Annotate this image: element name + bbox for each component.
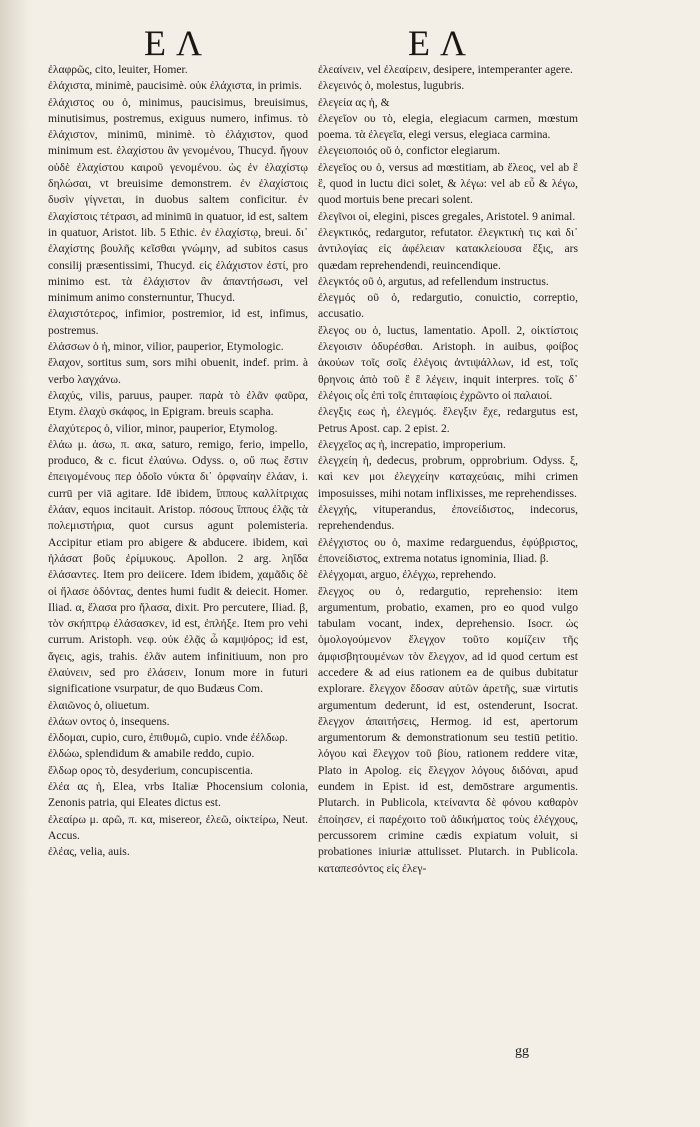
entry: ἐλεγῖνοι οἱ, elegini, pisces gregales, Aristotel. 9 animal. xyxy=(318,209,576,223)
entry: ἐλεγεινός ὁ, molestus, lugubris. xyxy=(318,79,465,93)
entry: ἐλεγκτός οῦ ὁ, argutus, ad refellendum instructus. xyxy=(318,274,549,288)
entry: ἐλεγξις εως ἡ, ἐλεγμός. ἔλεγξιν ἔχε, redargutus est, Petrus Apost. cap. 2 epist. 2. xyxy=(318,405,578,435)
signature-mark: gg xyxy=(515,1044,529,1059)
entry: ἐλάσσων ὁ ἡ, minor, vilior, pauperior, Etymologic. xyxy=(48,340,284,354)
entry: ἐλδομαι, cupio, curo, ἐπιθυμῶ, cupio. vnde ἐέλδωρ. xyxy=(48,731,288,745)
entry: ἐλαχύς, vilis, paruus, pauper. παρὰ τὸ ἐλᾶν φαῦρα, Etym. ἐλαχὺ σκάφος, in Epigram. breuis scapha. xyxy=(48,388,308,419)
entry: ἐλαχιστότερος, infimior, postremior, id est, infimus, postremus. xyxy=(48,307,308,337)
entry: ἔλδωρ ορος τὸ, desyderium, concupiscentia. xyxy=(48,763,254,777)
running-head-right: ΕΛ xyxy=(408,23,477,63)
entry: ἐλέας, velia, auis. xyxy=(48,845,130,859)
page-gutter-shadow xyxy=(0,0,30,1127)
entry: ἐλέγχιστος ου ὁ, maxime redarguendus, ἐφύβριστος, ἐπονείδιστος, extrema notatus ignominia, Iliad. β. xyxy=(318,535,578,565)
entry: ἐλεγχείη ἡ, dedecus, probrum, opprobrium. Odyss. ξ, καὶ κεν μοι ἐλεγχείην καταχεύαις, mihi crimen imposuisses, mihi notam inflixisses, me reprehendisses. xyxy=(318,454,578,500)
entry: ἐλεαίνειν, vel ἐλεαίρειν, desipere, intemperanter agere. xyxy=(318,63,573,76)
entry: ἐλεγκτικός, redargutor, refutator. ἐλεγκτικὴ τις καὶ δι᾽ ἀντιλογίας εἰς ἀφέλειαν κατακλείουσα ἕξις, ars quædam reprehendendi, reuincendique. xyxy=(318,225,578,272)
entry: ἐλέγχομαι, arguo, ἐλέγχω, reprehendo. xyxy=(318,568,497,582)
entry: ἐλάων οντος ὁ, insequens. xyxy=(48,714,170,728)
entry: ἐλεγμός οῦ ὁ, redargutio, conuictio, correptio, accusatio. xyxy=(318,291,578,321)
entry: ἐλάω μ. ἀσω, π. ακα, saturo, remigo, ferio, impello, produco, & c. ficut ἐλαύνω. Odyss. ο, οὔ πως ἔστιν ἐπειγομένους περ ὁδοῖο νύκτα δι᾽ ὀρφναίην ἐλάαν, i. currū per viā agitare. Idē ibidem, ἵππους καλλίτριχας ἐλάαν, equos incitauit. Aristop. πόσους ἵππους ἐλᾷς τὰ πολεμιστήρια, quot cursus agunt polemisteria. Accipitur etiam pro abigere & abducere. ibidem, καὶ ἠλάσατ βοῦς ἐρίμυκους. Apollon. 2 arg. ληΐδα ἐλάσαντες. Item pro deiicere. Idem ibidem, χαμᾶδις δὲ οἱ ἤλασε ὀδόντας, dentes humi fudit & deiecit. Homer. Iliad. α, ἔλασα pro ἤλασα, dixit. Pro percutere, Iliad. β, τὸν σκήπτρῳ ἐλάσασκεν, id est, ἐπλήξε. Item pro vehi currum. Aristoph. νεφ. οὐκ ἐλᾷς ὦ καμψόρος; id est, ἄγεις, agis, trahis. ἐλᾶν autem infinitiuum, non pro ἐλαύνειν, sed pro ἐλάσειν, Ionum more in futuri significatione vsurpatur, de quo Budæus Com. xyxy=(48,437,308,696)
left-column xyxy=(48,62,308,861)
entry: ἔλαχον, sortitus sum, sors mihi obuenit, indef. prim. à verbo λαγχάνω. xyxy=(48,356,308,386)
entry: ἐλέα ας ἡ, Elea, vrbs Italiæ Phocensium colonia, Zenonis patria, qui Eleates dictus est. xyxy=(48,780,308,810)
entry: ἐλεγχής, vituperandus, ἐπονείδιστος, indecorus, reprehendendus. xyxy=(318,503,578,533)
entry: ἐλάχιστα, minimè, paucisimè. οὐκ ἐλάχιστα, in primis. xyxy=(48,79,302,93)
entry: ἐλεγεῖος ου ὁ, versus ad mœstitiam, ab ἔλεος, vel ab ἒ ἒ, quod in luctu dici solet, & λέγω: vel ab εὖ & λέγω, quod mortuis bene precari solent. xyxy=(318,160,578,207)
entry: ἐλδώω, splendidum & amabile reddo, cupio. xyxy=(48,747,255,761)
entry: ἐλάχιστος ου ὁ, minimus, paucisimus, breuisimus, minutisimus, postremus, exiguus numero, infimus. τὸ ἐλάχιστον, minimū, minimè. τὸ ἐλάχιστον, quod minimum est. ἐλαχίστου ἂν γενομένου, Thucyd. ἥγουν οὐδὲ ἐλαχίστου καιροῦ γενομένου. ὡς ἐν ἐλαχίστῳ δηλώσαι, vt breuisime demonstrem. ἐν ἐλαχίστοις δυσὶν γίγνεται, in duobus saltem conficitur. ἐν ἐλαχίστοις τέτρασι, ad minimū in quatuor, id est, saltem in quatuor, Aristot. lib. 5 Ethic. ἐν ἐλαχίστῳ, breui. δι᾽ ἐλαχίστης βουλῆς κεῖσθαι γνώμην, ad subitos casus consilij præsentissimi, Thucyd. εἰς ἐλάχιστον ἐστί, pro minimo est. τὰ ἐλάχιστον ἂν ἀπαντήσωσι, vel minimum animo consternuntur, Thucyd. xyxy=(48,95,308,305)
entry: ἐλαφρῶς, cito, leuiter, Homer. xyxy=(48,63,188,76)
running-head-left: ΕΛ xyxy=(144,23,213,63)
entry: ἐλαχύτερος ὁ, vilior, minor, pauperior, Etymolog. xyxy=(48,421,278,435)
entry: ἐλεαίρω μ. αρῶ, π. κα, misereor, ἐλεῶ, οἰκτείρω, Neut. Accus. xyxy=(48,812,308,842)
entry: ἐλαιῶνος ὁ, oliuetum. xyxy=(48,698,150,712)
entry: ἔλεγχος ου ὁ, redargutio, reprehensio: item argumentum, probatio, examen, pro eo quod vulgo tabulam vocant, index, deprehensio. Isocr. ὡς ὁμολογούμενον ἔλεγχον τοῦτο κομίζειν τῆς ἀμφισβητουμένων τὸν ἔλεγχον, ad id quod certum est accedere & ad eius rationem ea de quibus dubitatur explorare. ἔλεγχον ἔδοσαν αὐτῶν ἀρετῆς, suæ virtutis argumentum dederunt, id est, ostenderunt, Isocrat. ἔλεγχον ἀπαιτήσεις, Hermog. id est, apertorum argumentorum & demonstrationum seu testiū petitio. λόγου καὶ ἔλεγχον τοῦ βίου, rationem reddere vitæ, Plato in Apolog. εἰς ἔλεγχον λόγους διδόναι, apud eundem in Epist. id est, demōstrare argumentis. Plutarch. in Publicola, κτείναντα δὲ φόνου καθαρὸν ἐποίησεν, εἰ παρέχοιτο τοῦ ἀδικήματος τοὺς ἐλέγχους, percussorem crimine cædis expiatum voluit, si probationes iniuriæ attulisset. Plutarch. in Publicola. καταπεσόντος εἰς ἐλεγ- xyxy=(318,584,578,875)
entry: ἔλεγος ου ὁ, luctus, lamentatio. Apoll. 2, οἰκτίστοις ἐλεγοισιν ὀδυρέσθαι. Aristoph. in auibus, φοίβος ἀκούων τοῖς σοῖς ἐλέγοις ἀντιψάλλων, id est, τοῖς θρηνοις ἀπὸ τοῦ ἒ ἒ λέγειν, inquit interpres. τοῖς δ᾽ ἐλέγοις οἷς ἐπὶ τοῖς ἐπιταφίοις ἐχρῶντο οἱ παλαιοί. xyxy=(318,323,578,402)
entry: ἐλεγχεῖος ας ἡ, increpatio, improperium. xyxy=(318,437,506,451)
entry: ἐλεγεία ας ἡ, & xyxy=(318,95,390,109)
right-column xyxy=(318,62,578,877)
entry: ἐλεγειοποιός οῦ ὁ, confictor elegiarum. xyxy=(318,144,501,158)
entry: ἐλεγεῖον ου τὸ, elegia, elegiacum carmen, mœstum poema. τὰ ἐλεγεῖα, elegi versus, elegiaca carmina. xyxy=(318,111,578,142)
